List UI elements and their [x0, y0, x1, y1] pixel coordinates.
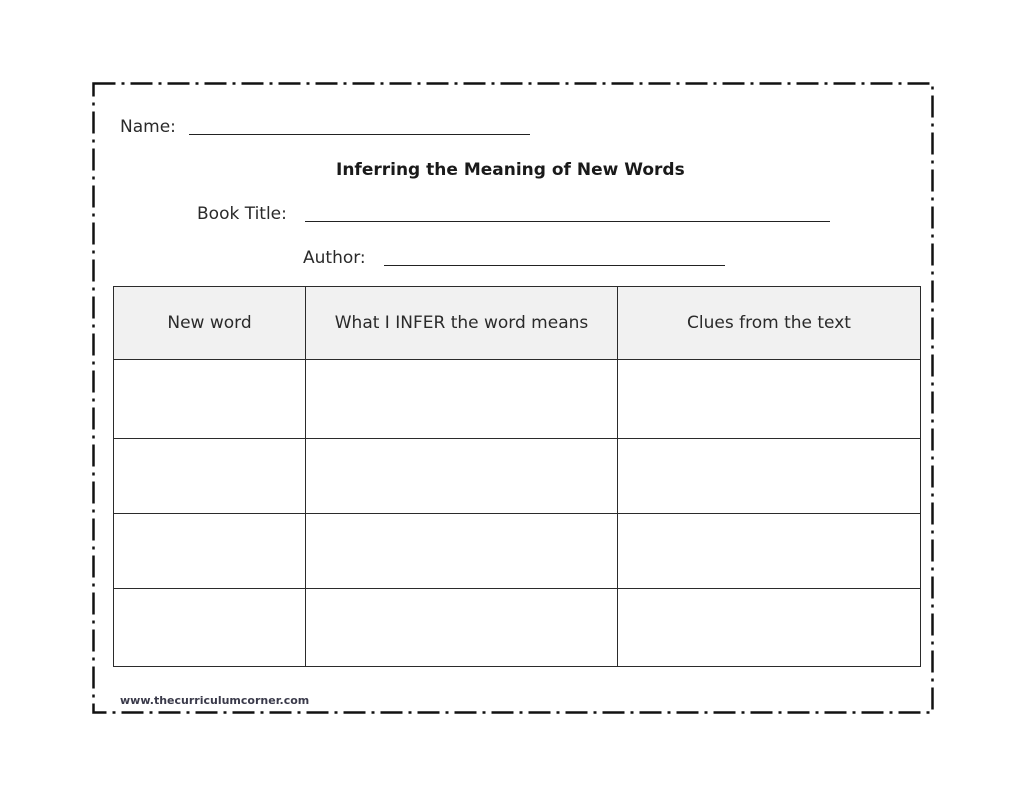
header-text-clues: Clues from the text	[618, 287, 921, 360]
author-label: Author:	[303, 248, 366, 268]
table-header-row	[114, 287, 921, 360]
cell-inferred-meaning[interactable]	[306, 589, 618, 667]
table-row	[114, 589, 921, 667]
worksheet-title: Inferring the Meaning of New Words	[336, 160, 685, 180]
footer-website: www.thecurriculumcorner.com	[120, 694, 310, 707]
cell-new-word[interactable]	[114, 589, 306, 667]
cell-text-clues[interactable]	[618, 514, 921, 589]
cell-text-clues[interactable]	[618, 439, 921, 514]
table-row	[114, 360, 921, 439]
cell-new-word[interactable]	[114, 360, 306, 439]
cell-inferred-meaning[interactable]	[306, 439, 618, 514]
book-title-label: Book Title:	[197, 204, 287, 224]
cell-text-clues[interactable]	[618, 360, 921, 439]
table-row	[114, 514, 921, 589]
cell-text-clues[interactable]	[618, 589, 921, 667]
cell-inferred-meaning[interactable]	[306, 514, 618, 589]
cell-new-word[interactable]	[114, 439, 306, 514]
header-inferred-meaning: What I INFER the word means	[306, 287, 618, 360]
header-new-word: New word	[114, 287, 306, 360]
inference-table	[113, 286, 921, 667]
name-label: Name:	[120, 117, 176, 137]
book-title-field-line[interactable]	[305, 221, 830, 222]
cell-inferred-meaning[interactable]	[306, 360, 618, 439]
author-field-line[interactable]	[384, 265, 725, 266]
name-field-line[interactable]	[189, 134, 530, 135]
table-row	[114, 439, 921, 514]
cell-new-word[interactable]	[114, 514, 306, 589]
